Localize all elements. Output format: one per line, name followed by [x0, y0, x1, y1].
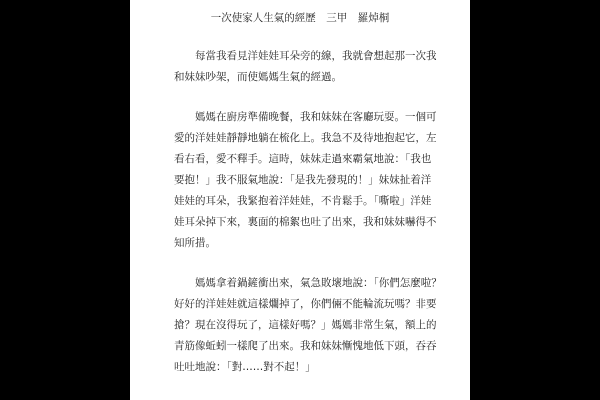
paragraph-line: 青筋像蚯蚓一樣爬了出來。我和妹妹慚愧地低下頭，吞吞 [174, 340, 437, 352]
paragraph-line: 好好的洋娃娃就這樣爛掉了，你們倆不能輪流玩嗎？非要 [174, 298, 437, 310]
paragraph-1 [174, 46, 436, 88]
document-page [130, 0, 470, 400]
paragraph-line: 媽媽在廚房準備晚餐，我和妹妹在客廳玩耍。一個可 [195, 111, 437, 123]
paragraph-line: 娃耳朵掉下來，裏面的棉絮也吐了出來，我和妹妹嚇得不 [174, 216, 437, 228]
paragraph-line: 要抱！」我不服氣地說：「是我先發現的！」妹妹扯着洋 [174, 174, 432, 186]
paragraph-line: 知所措。 [174, 237, 216, 249]
paragraph-line: 娃娃的耳朵，我緊抱着洋娃娃，不肯鬆手。「嘶啦」洋娃 [174, 195, 432, 207]
paragraph-line: 每當我看見洋娃娃耳朵旁的線，我就會想起那一次我 [195, 50, 437, 62]
paragraph-2 [174, 107, 436, 254]
paragraph-3 [174, 273, 442, 378]
paragraph-line: 媽媽拿着鍋鏟衝出來，氣急敗壞地說：「你們怎麼啦？ [195, 277, 442, 289]
paragraph-line: 看右看，愛不釋手。這時，妹妹走過來霸氣地說：「我也 [174, 153, 432, 165]
document-title: 一次使家人生氣的經歷 三甲 羅焯桐 [210, 12, 390, 24]
paragraph-line: 愛的洋娃娃靜靜地躺在梳化上。我急不及待地抱起它，左 [174, 132, 437, 144]
paragraph-line: 吐吐地說：「對……對不起！」 [174, 361, 316, 373]
paragraph-line: 和妹妹吵架，而使媽媽生氣的經過。 [174, 71, 342, 83]
paragraph-line: 搶？現在沒得玩了，這樣好嗎？」媽媽非常生氣，額上的 [174, 319, 437, 331]
